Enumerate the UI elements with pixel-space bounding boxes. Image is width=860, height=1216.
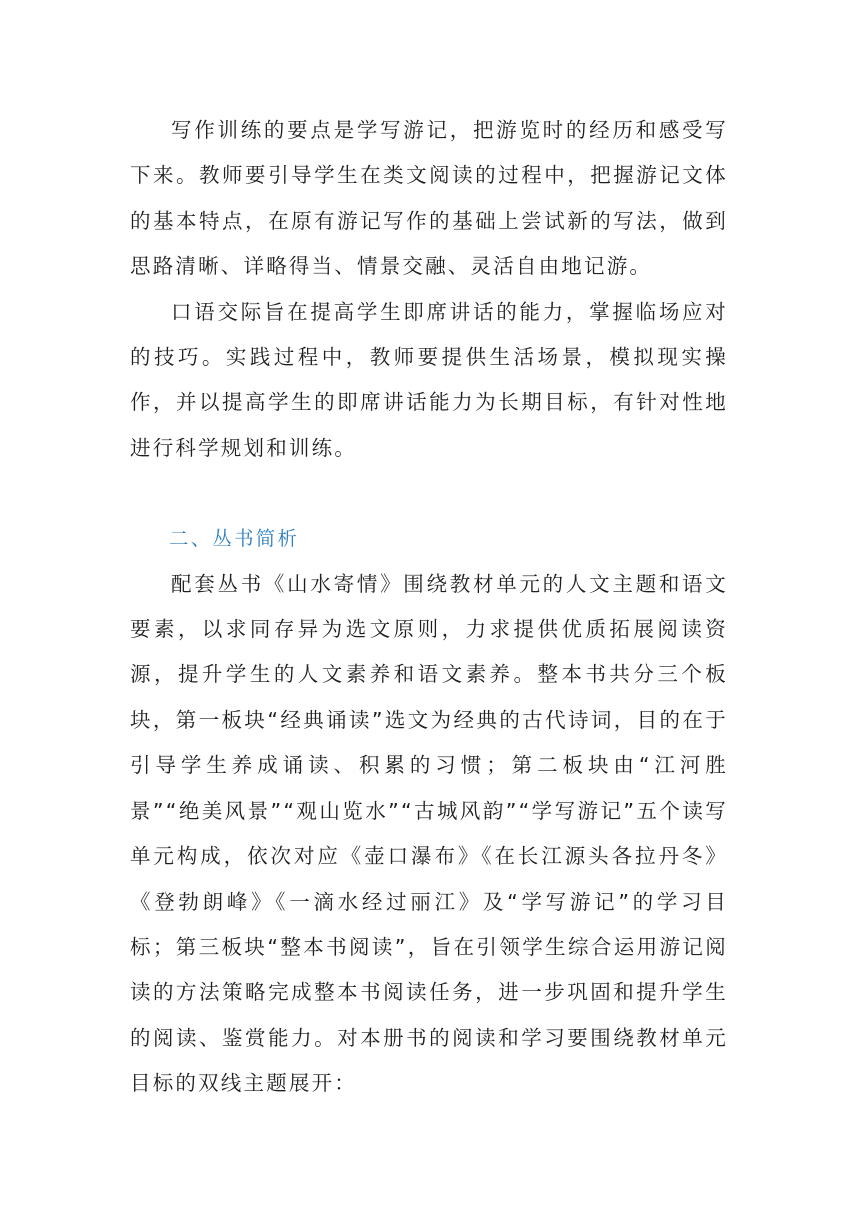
paragraph-writing-training: 写作训练的要点是学写游记，把游览时的经历和感受写下来。教师要引导学生在类文阅读的过程中，把握游记文体的基本特点，在原有游记写作的基础上尝试新的写法，做到思路清晰、详略得当、情景交融、灵活自由地记游。 <box>130 118 728 279</box>
document-body <box>130 108 728 1107</box>
paragraph-oral-communication: 口语交际旨在提高学生即席讲话的能力，掌握临场应对的技巧。实践过程中，教师要提供生活场景，模拟现实操作，并以提高学生的即席讲话能力为长期目标，有针对性地进行科学规划和训练。 <box>130 299 728 460</box>
section-heading: 二、丛书简析 <box>169 527 300 551</box>
paragraph-series-analysis: 配套丛书《山水寄情》围绕教材单元的人文主题和语文要素，以求同存异为选文原则，力求提供优质拓展阅读资源，提升学生的人文素养和语文素养。整本书共分三个板块，第一板块“经典诵读”选文为经典的古代诗词，目的在于引导学生养成诵读、积累的习惯；第二板块由“江河胜景”“绝美风景”“观山览水”“古城风韵”“学写游记”五个读写单元构成，依次对应《壶口瀑布》《在长江源头各拉丹冬》《登勃朗峰》《一滴水经过丽江》及“学写游记”的学习目标；第三板块“整本书阅读”，旨在引领学生综合运用游记阅读的方法策略完成整本书阅读任务，进一步巩固和提升学生的阅读、鉴赏能力。对本册书的阅读和学习要围绕教材单元目标的双线主题展开： <box>130 571 728 1096</box>
